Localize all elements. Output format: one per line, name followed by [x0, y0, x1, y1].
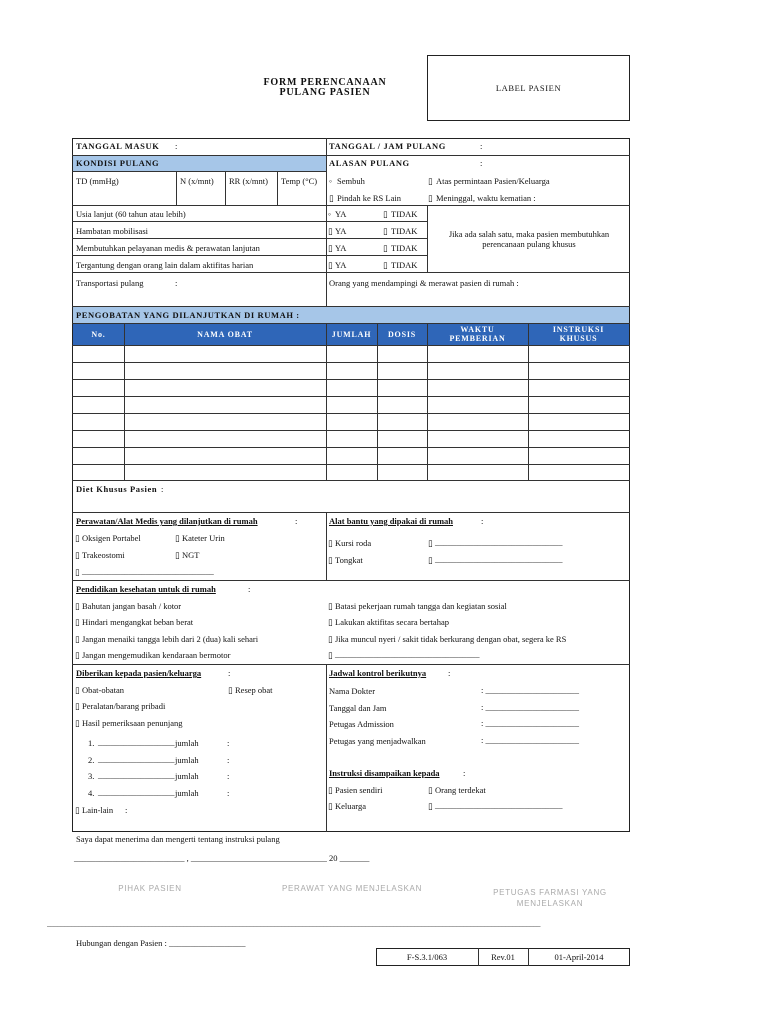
diberikan-title: Diberikan kepada pasien/keluarga	[76, 668, 202, 678]
tanggal-jam-pulang-label: TANGGAL / JAM PULANG	[329, 141, 446, 151]
hasil-label: Hasil pemeriksaan penunjang	[82, 718, 183, 728]
pendidikan-l4-label: Jangan mengemudikan kendaraan bermotor	[82, 650, 231, 660]
transportasi-label: Transportasi pulang	[76, 278, 144, 288]
farmasi-signature-line1: PETUGAS FARMASI YANG	[493, 888, 607, 897]
rr-label: RR (x/mnt)	[229, 176, 268, 186]
doc-date: 01-April-2014	[554, 952, 604, 962]
keluarga-checkbox[interactable]: ▯	[328, 801, 333, 811]
hasil-jumlah-colon: :	[227, 738, 230, 748]
tidak-label: TIDAK	[391, 243, 418, 253]
criteria-tergantung-tidak-checkbox[interactable]: ▯	[383, 260, 388, 270]
col-instruksi-khusus	[528, 325, 629, 343]
kursi-roda-checkbox[interactable]: ▯	[328, 538, 333, 548]
criteria-tergantung-label: Tergantung dengan orang lain dalam aktifitas harian	[76, 260, 254, 270]
criteria-tergantung-ya-checkbox[interactable]: ▯	[328, 260, 333, 270]
col-waktu-line2: PEMBERIAN	[449, 334, 506, 343]
meninggal-checkbox[interactable]: ▯	[428, 193, 433, 203]
jadwal-colon: :	[448, 668, 451, 678]
instruksi-other-checkbox[interactable]: ▯	[428, 801, 433, 811]
ya-label: YA	[335, 260, 347, 270]
meninggal-label: Meninggal, waktu kematian :	[436, 193, 536, 203]
trakeostomi-checkbox[interactable]: ▯	[75, 550, 80, 560]
pendidikan-l3-checkbox[interactable]: ▯	[75, 634, 80, 644]
petugas-jadwal-label: Petugas yang menjadwalkan	[329, 736, 426, 746]
petugas-admission-label: Petugas Admission	[329, 719, 394, 729]
perawatan-title: Perawatan/Alat Medis yang dilanjutkan di rumah	[76, 516, 258, 526]
tidak-label: TIDAK	[391, 209, 418, 219]
orang-terdekat-label: Orang terdekat	[435, 785, 486, 795]
tanggal-jam-pulang-colon: :	[480, 141, 483, 151]
pendamping-label: Orang yang mendampingi & merawat pasien di rumah :	[329, 278, 519, 288]
col-instruksi-line1: INSTRUKSI	[552, 325, 605, 334]
tanggal-masuk-label: TANGGAL MASUK	[76, 141, 160, 151]
col-waktu-line1: WAKTU	[460, 325, 495, 334]
pendidikan-other-field[interactable]: __________________________________	[335, 649, 480, 659]
pendidikan-r2-checkbox[interactable]: ▯	[328, 617, 333, 627]
tanggal-masuk-colon: :	[175, 141, 178, 151]
col-waktu-pemberian	[427, 325, 528, 343]
atas-permintaan-checkbox[interactable]: ▯	[428, 176, 433, 186]
alat-bantu-colon: :	[481, 516, 484, 526]
alat-bantu-other1-checkbox[interactable]: ▯	[428, 538, 433, 548]
orang-terdekat-checkbox[interactable]: ▯	[428, 785, 433, 795]
petugas-jadwal-field[interactable]: : ______________________	[481, 735, 579, 745]
pendidikan-l1-label: Bahutan jangan basah / kotor	[82, 601, 182, 611]
pendidikan-r1-checkbox[interactable]: ▯	[328, 601, 333, 611]
perawatan-colon: :	[295, 516, 298, 526]
n-label: N (x/mnt)	[180, 176, 214, 186]
pindah-label: Pindah ke RS Lain	[337, 193, 401, 203]
pendidikan-l1-checkbox[interactable]: ▯	[75, 601, 80, 611]
pindah-checkbox[interactable]: ▯	[329, 193, 334, 203]
pendidikan-colon: :	[248, 584, 251, 594]
hasil-jumlah-label: jumlah	[175, 788, 199, 798]
doc-code: F-S.3.1/063	[406, 952, 448, 962]
signature-divider: _____________________________________________________________________________________________________________________________________________	[47, 920, 541, 928]
hasil-item-field[interactable]: __________________	[98, 787, 175, 797]
pendidikan-r4-checkbox[interactable]: ▯	[328, 650, 333, 660]
nama-dokter-field[interactable]: : ______________________	[481, 685, 579, 695]
medication-section-title: PENGOBATAN YANG DILANJUTKAN DI RUMAH :	[76, 310, 300, 320]
hasil-num: 1.	[88, 738, 95, 748]
obat-checkbox[interactable]: ▯	[75, 685, 80, 695]
criteria-pelayanan-label: Membutuhkan pelayanan medis & perawatan lanjutan	[76, 243, 260, 253]
ya-label: YA	[335, 243, 347, 253]
pihak-pasien-signature: PIHAK PASIEN	[118, 884, 182, 893]
form-title-line2: PULANG PASIEN	[279, 87, 371, 98]
hasil-item-field[interactable]: __________________	[98, 737, 175, 747]
pendidikan-l2-label: Hindari mengangkat beban berat	[82, 617, 194, 627]
hasil-item-field[interactable]: __________________	[98, 754, 175, 764]
criteria-usia-ya-radio[interactable]: ◦	[328, 209, 332, 219]
nama-dokter-label: Nama Dokter	[329, 686, 376, 696]
criteria-usia-label: Usia lanjut (60 tahun atau lebih)	[76, 209, 186, 219]
pendidikan-r2-label: Lakukan aktifitas secara bertahap	[335, 617, 449, 627]
hasil-num: 3.	[88, 771, 95, 781]
temp-label: Temp (°C)	[281, 176, 318, 186]
tanggal-jam-label: Tanggal dan Jam	[329, 703, 387, 713]
oksigen-label: Oksigen Portabel	[82, 533, 141, 543]
pendidikan-r1-label: Batasi pekerjaan rumah tangga dan kegiatan sosial	[335, 601, 507, 611]
obat-label: Obat-obatan	[82, 685, 125, 695]
alat-bantu-other2-field[interactable]: ______________________________	[435, 554, 563, 564]
criteria-pelayanan-ya-checkbox[interactable]: ▯	[328, 243, 333, 253]
tidak-label: TIDAK	[391, 226, 418, 236]
diberikan-colon: :	[228, 668, 231, 678]
ya-label: YA	[335, 209, 347, 219]
perawatan-other-checkbox[interactable]: ▯	[75, 567, 80, 577]
hasil-jumlah-label: jumlah	[175, 755, 199, 765]
perawatan-other-field[interactable]: _______________________________	[82, 566, 214, 576]
hasil-checkbox[interactable]: ▯	[75, 718, 80, 728]
col-no: No.	[91, 330, 106, 339]
kateter-checkbox[interactable]: ▯	[175, 533, 180, 543]
peralatan-checkbox[interactable]: ▯	[75, 701, 80, 711]
instruksi-other-field[interactable]: ______________________________	[435, 800, 563, 810]
tanggal-jam-field[interactable]: : ______________________	[481, 702, 579, 712]
hasil-num: 4.	[88, 788, 95, 798]
alat-bantu-other2-checkbox[interactable]: ▯	[428, 555, 433, 565]
diet-colon: :	[161, 484, 164, 494]
patient-label-text: LABEL PASIEN	[495, 83, 562, 93]
hasil-jumlah-colon: :	[227, 788, 230, 798]
col-dosis: DOSIS	[387, 330, 416, 339]
instruksi-colon: :	[463, 768, 466, 778]
lain-checkbox[interactable]: ▯	[75, 805, 80, 815]
peralatan-label: Peralatan/barang pribadi	[82, 701, 166, 711]
petugas-admission-field[interactable]: : ______________________	[481, 718, 579, 728]
atas-permintaan-label: Atas permintaan Pasien/Keluarga	[436, 176, 550, 186]
lain-label: Lain-lain	[82, 805, 114, 815]
perawat-signature: PERAWAT YANG MENJELASKAN	[281, 884, 423, 893]
criteria-mobilisasi-tidak-checkbox[interactable]: ▯	[383, 226, 388, 236]
oksigen-checkbox[interactable]: ▯	[75, 533, 80, 543]
tidak-label: TIDAK	[391, 260, 418, 270]
alat-bantu-other1-field[interactable]: ______________________________	[435, 537, 563, 547]
hasil-item-field[interactable]: __________________	[98, 770, 175, 780]
pasien-sendiri-label: Pasien sendiri	[335, 785, 383, 795]
alat-bantu-title: Alat bantu yang dipakai di rumah	[329, 516, 453, 526]
tongkat-label: Tongkat	[335, 555, 363, 565]
sembuh-label: Sembuh	[337, 176, 365, 186]
criteria-mobilisasi-label: Hambatan mobilisasi	[76, 226, 149, 236]
criteria-usia-tidak-checkbox[interactable]: ▯	[383, 209, 388, 219]
criteria-mobilisasi-ya-checkbox[interactable]: ▯	[328, 226, 333, 236]
ya-label: YA	[335, 226, 347, 236]
hasil-jumlah-colon: :	[227, 771, 230, 781]
form-title-line1: FORM PERENCANAAN	[263, 77, 387, 88]
pendidikan-r3-checkbox[interactable]: ▯	[328, 634, 333, 644]
resep-label: Resep obat	[235, 685, 273, 695]
hasil-jumlah-label: jumlah	[175, 738, 199, 748]
alasan-pulang-colon: :	[480, 158, 483, 168]
transportasi-colon: :	[175, 278, 178, 288]
col-nama-obat: NAMA OBAT	[197, 330, 253, 339]
lain-colon: :	[125, 805, 128, 815]
farmasi-signature	[470, 887, 630, 909]
pendidikan-title: Pendidikan kesehatan untuk di rumah	[76, 584, 216, 594]
consent-text: Saya dapat menerima dan mengerti tentang instruksi pulang	[76, 834, 280, 844]
hasil-jumlah-colon: :	[227, 755, 230, 765]
consent-date-line[interactable]: __________________________ , ________________________________ 20 _______	[74, 853, 370, 863]
pendidikan-l4-checkbox[interactable]: ▯	[75, 650, 80, 660]
kondisi-pulang-label: KONDISI PULANG	[76, 158, 160, 168]
doc-revision: Rev.01	[491, 952, 515, 962]
trakeostomi-label: Trakeostomi	[82, 550, 125, 560]
instruksi-title: Instruksi disampaikan kepada	[329, 768, 440, 778]
jadwal-title: Jadwal kontrol berikutnya	[329, 668, 427, 678]
hubungan-field[interactable]: Hubungan dengan Pasien : __________________	[76, 938, 246, 948]
hasil-jumlah-label: jumlah	[175, 771, 199, 781]
criteria-pelayanan-tidak-checkbox[interactable]: ▯	[383, 243, 388, 253]
pendidikan-l2-checkbox[interactable]: ▯	[75, 617, 80, 627]
col-instruksi-line2: KHUSUS	[559, 334, 598, 343]
criteria-note: Jika ada salah satu, maka pasien membutuhkan perencanaan pulang khusus	[448, 229, 610, 249]
kateter-label: Kateter Urin	[182, 533, 225, 543]
patient-label-box	[427, 55, 630, 121]
diet-label: Diet Khusus Pasien	[76, 484, 158, 494]
alasan-pulang-label: ALASAN PULANG	[329, 158, 410, 168]
td-label: TD (mmHg)	[76, 176, 119, 186]
resep-checkbox[interactable]: ▯	[228, 685, 233, 695]
ngt-label: NGT	[182, 550, 200, 560]
pendidikan-l3-label: Jangan menaiki tangga lebih dari 2 (dua) kali sehari	[82, 634, 259, 644]
hasil-num: 2.	[88, 755, 95, 765]
col-jumlah: JUMLAH	[331, 330, 372, 339]
farmasi-signature-line2: MENJELASKAN	[516, 899, 584, 908]
keluarga-label: Keluarga	[335, 801, 366, 811]
kursi-roda-label: Kursi roda	[335, 538, 372, 548]
ngt-checkbox[interactable]: ▯	[175, 550, 180, 560]
pasien-sendiri-checkbox[interactable]: ▯	[328, 785, 333, 795]
form-title	[230, 78, 420, 98]
pendidikan-r3-label: Jika muncul nyeri / sakit tidak berkurang dengan obat, segera ke RS	[335, 634, 567, 644]
tongkat-checkbox[interactable]: ▯	[328, 555, 333, 565]
sembuh-radio[interactable]: ◦	[329, 176, 333, 186]
